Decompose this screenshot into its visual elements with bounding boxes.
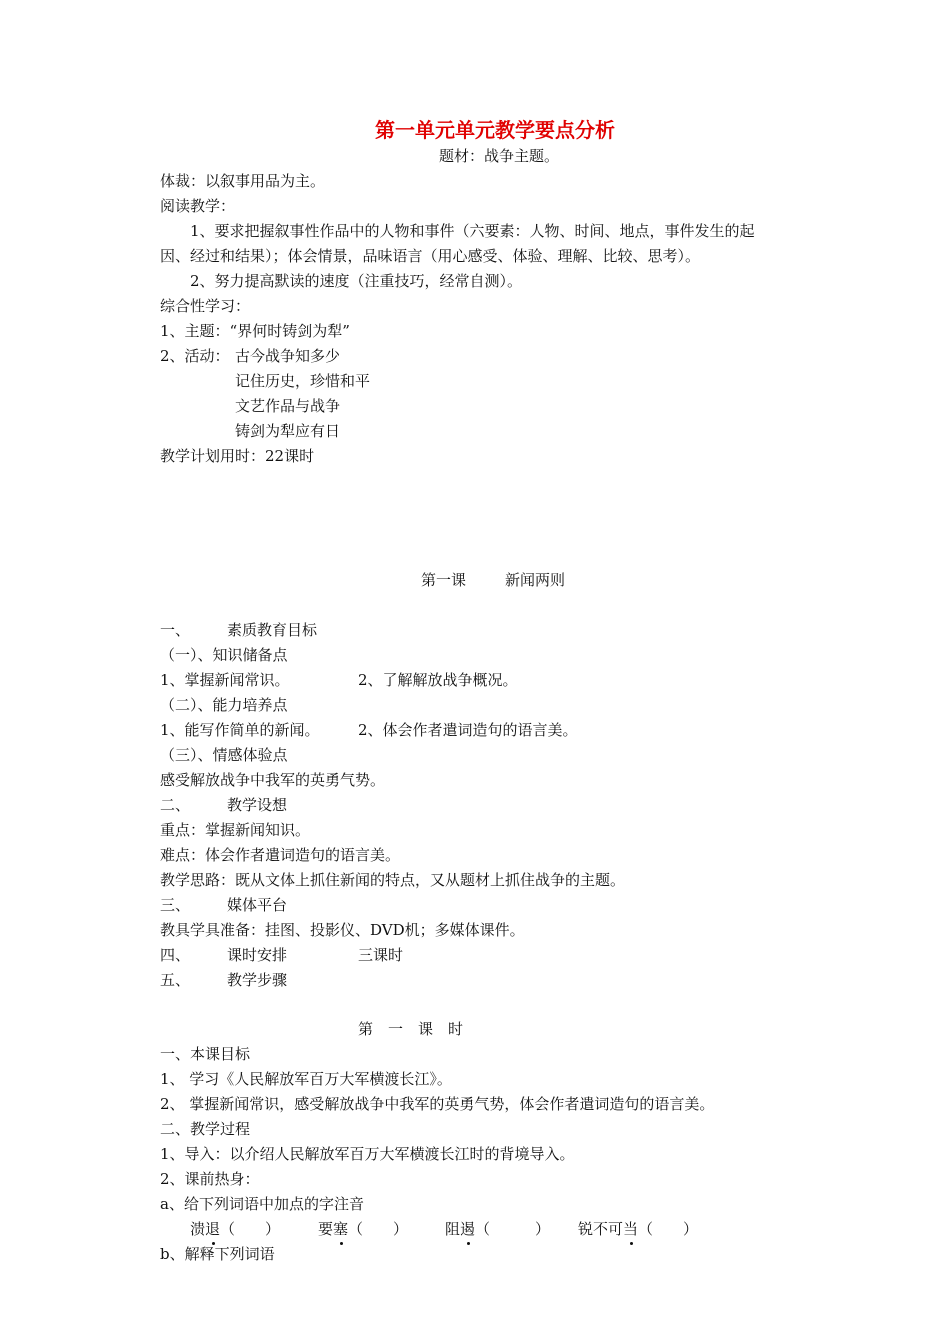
section-number: 一、	[160, 621, 191, 639]
word-prefix: 要	[318, 1220, 334, 1238]
section-number: 五、	[160, 971, 191, 989]
lesson-title-name: 新闻两则	[505, 571, 566, 589]
goal-item: 2、了解解放战争概况。	[358, 671, 518, 689]
activity-item: 文艺作品与战争	[235, 397, 341, 415]
word-prefix: 溃	[190, 1220, 206, 1238]
goal-item: 1、能写作简单的新闻。	[160, 721, 320, 739]
word-prefix: 锐不可	[578, 1220, 624, 1238]
pinyin-task: a、给下列词语中加点的字注音	[160, 1195, 364, 1213]
explain-task: b、解释下列词语	[160, 1245, 275, 1263]
teaching-approach: 教学思路：既从文体上抓住新闻的特点，又从题材上抓住战争的主题。	[160, 871, 626, 889]
dotted-char: 遏	[460, 1220, 476, 1238]
goal-item: 1、 学习《人民解放军百万大军横渡长江》。	[160, 1070, 452, 1088]
reading-item-1a: 1、要求把握叙事性作品中的人物和事件（六要素：人物、时间、地点，事件发生的起	[190, 222, 755, 240]
difficult-point: 难点：体会作者遣词造句的语言美。	[160, 846, 401, 864]
activity-label: 2、活动：	[160, 347, 230, 365]
word-item	[445, 1219, 550, 1239]
reading-item-1b: 因、经过和结果）；体会情景，品味语言（用心感受、体验、理解、比较、思考）。	[160, 247, 701, 265]
key-point: 重点：掌握新闻知识。	[160, 821, 311, 839]
genre-line: 体裁：以叙事用品为主。	[160, 172, 326, 190]
answer-blank: （ ）	[348, 1220, 409, 1238]
section-title: 教学步骤	[227, 971, 288, 989]
section-number: 三、	[160, 896, 191, 914]
activity-item: 古今战争知多少	[235, 347, 341, 365]
warmup-step: 2、课前热身：	[160, 1170, 260, 1188]
activity-item: 记住历史，珍惜和平	[235, 372, 371, 390]
subsection-heading: （一）、知识储备点	[160, 646, 288, 664]
reading-item-2: 2、努力提高默读的速度（注重技巧，经常自测）。	[190, 272, 523, 290]
word-prefix: 阻	[445, 1220, 461, 1238]
section-title: 媒体平台	[227, 896, 288, 914]
goal-item: 1、掌握新闻常识。	[160, 671, 290, 689]
page-title: 第一单元单元教学要点分析	[375, 118, 615, 142]
comprehensive-heading: 综合性学习：	[160, 297, 251, 315]
answer-blank: （ ）	[475, 1220, 551, 1238]
goal-item: 感受解放战争中我军的英勇气势。	[160, 771, 386, 789]
dotted-char: 当	[623, 1220, 639, 1238]
dotted-char: 塞	[333, 1220, 349, 1238]
process-heading: 二、教学过程	[160, 1120, 251, 1138]
lesson-title-number: 第一课	[421, 571, 467, 589]
dotted-char: 退	[205, 1220, 221, 1238]
activity-item: 铸剑为犁应有日	[235, 422, 341, 440]
goal-item: 2、 掌握新闻常识，感受解放战争中我军的英勇气势，体会作者遣词造句的语言美。	[160, 1095, 715, 1113]
subsection-heading: （三）、情感体验点	[160, 746, 288, 764]
intro-step: 1、导入：以介绍人民解放军百万大军横渡长江时的背境导入。	[160, 1145, 575, 1163]
period-title: 第 一 课 时	[358, 1020, 464, 1038]
subject-line: 题材：战争主题。	[439, 147, 560, 165]
comprehensive-theme: 1、主题：“界何时铸剑为犁”	[160, 322, 350, 340]
goal-item: 2、体会作者遣词造句的语言美。	[358, 721, 578, 739]
reading-heading: 阅读教学：	[160, 197, 236, 215]
answer-blank: （ ）	[220, 1220, 281, 1238]
section-title: 教学设想	[227, 796, 288, 814]
subsection-heading: （二）、能力培养点	[160, 696, 288, 714]
word-item	[318, 1219, 408, 1239]
section-title: 课时安排	[227, 946, 288, 964]
section-number: 四、	[160, 946, 191, 964]
goal-heading: 一、本课目标	[160, 1045, 251, 1063]
section-number: 二、	[160, 796, 191, 814]
teaching-tools: 教具学具准备：挂图、投影仪、DVD机；多媒体课件。	[160, 921, 525, 939]
plan-hours: 教学计划用时：22课时	[160, 447, 315, 465]
word-item	[190, 1219, 280, 1239]
period-count: 三课时	[358, 946, 404, 964]
section-title: 素质教育目标	[227, 621, 318, 639]
answer-blank: （ ）	[638, 1220, 699, 1238]
word-item	[578, 1219, 698, 1239]
